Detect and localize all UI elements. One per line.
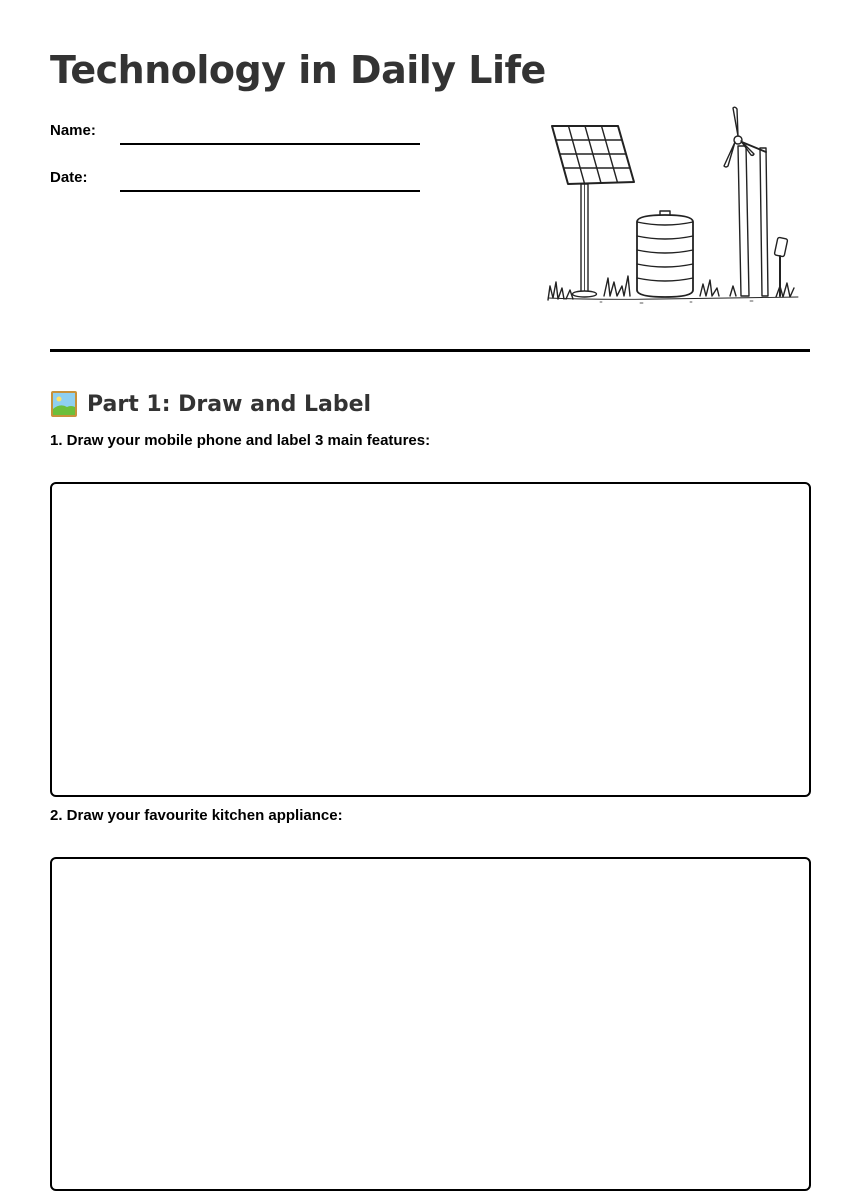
worksheet-title: Technology in Daily Life <box>50 48 546 92</box>
question-2-label: 2. Draw your favourite kitchen appliance: <box>50 807 343 824</box>
solar-panel-icon <box>552 126 634 297</box>
part1-heading-text: Part 1: Draw and Label <box>87 391 372 417</box>
part1-heading <box>50 388 371 420</box>
renewable-energy-illustration <box>540 100 810 310</box>
name-field-line[interactable] <box>120 143 420 145</box>
framed-picture-icon <box>50 390 78 418</box>
name-label: Name: <box>50 122 96 139</box>
date-label: Date: <box>50 169 88 186</box>
water-tank-icon <box>637 211 693 297</box>
date-field-line[interactable] <box>120 190 420 192</box>
wind-turbine-icon <box>724 107 768 296</box>
question-1-label: 1. Draw your mobile phone and label 3 main features: <box>50 432 431 449</box>
header-divider <box>50 349 810 352</box>
drawing-area-2[interactable] <box>50 857 811 1191</box>
drawing-area-1[interactable] <box>50 482 811 797</box>
